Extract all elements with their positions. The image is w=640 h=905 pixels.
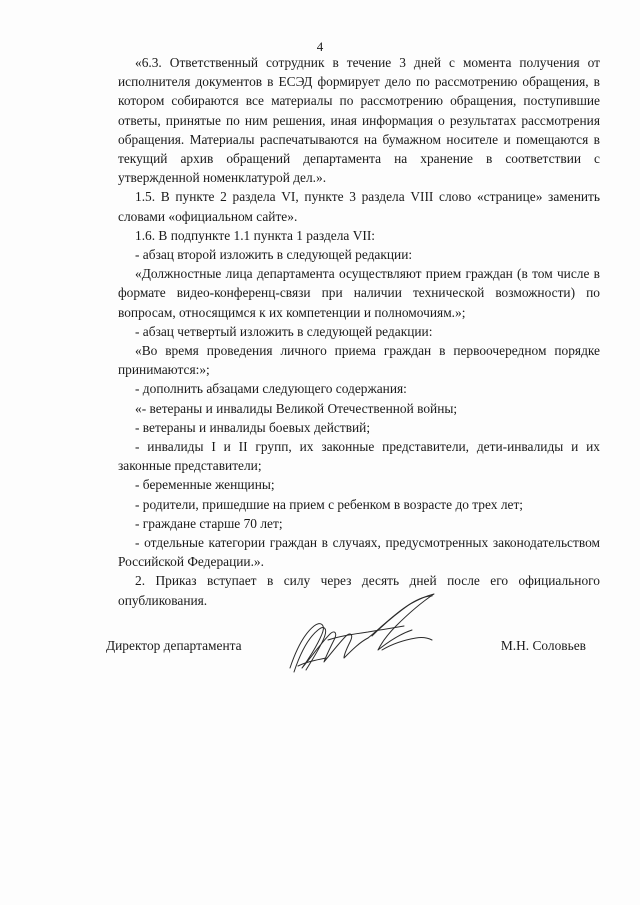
paragraph-add-abzacs-instruction: - дополнить абзацами следующего содержания:	[135, 381, 407, 397]
paragraph-effective-date: 2. Приказ вступает в силу через десять дней после его официального опубликования.	[118, 573, 600, 608]
list-item-ww2-veterans: «- ветераны и инвалиды Великой Отечественной войны;	[135, 400, 458, 416]
list-item-disabled-groups: - инвалиды I и II групп, их законные представители, дети-инвалиды и их законные представители;	[118, 439, 600, 474]
list-item-pregnant-women: - беременные женщины;	[135, 477, 275, 493]
handwritten-signature	[282, 590, 452, 685]
signatory-name: М.Н. Соловьев	[500, 638, 586, 653]
page-number: 4	[316, 39, 324, 54]
list-item-parents-with-child: - родители, пришедшие на прием с ребенком в возрасте до трех лет;	[135, 496, 524, 512]
paragraph-1-5: 1.5. В пункте 2 раздела VI, пункте 3 раздела VIII слово «странице» заменить словами «официальном сайте».	[118, 189, 600, 224]
list-item-combat-veterans: - ветераны и инвалиды боевых действий;	[135, 419, 371, 435]
signatory-position: Директор департамента	[106, 638, 242, 653]
list-item-other-categories: - отдельные категории граждан в случаях, предусмотренных законодательством Российской Федерации.».	[118, 535, 600, 570]
paragraph-1-6: 1.6. В подпункте 1.1 пункта 1 раздела VII:	[135, 227, 376, 243]
paragraph-officials-reception: «Должностные лица департамента осуществляют прием граждан (в том числе в формате видео-конференц-связи при наличии технической возможности) по вопросам, относящимся к их компетенции и полномочиям.»;	[118, 266, 600, 320]
paragraph-second-abzac-instruction: - абзац второй изложить в следующей редакции:	[135, 247, 413, 263]
paragraph-priority-reception: «Во время проведения личного приема граждан в первоочередном порядке принимаются:»;	[118, 343, 600, 378]
paragraph-fourth-abzac-instruction: - абзац четвертый изложить в следующей редакции:	[135, 323, 433, 339]
list-item-citizens-over-70: - граждане старше 70 лет;	[135, 515, 283, 531]
document-body	[118, 53, 600, 610]
paragraph-6-3: «6.3. Ответственный сотрудник в течение 3 дней с момента получения от исполнителя документов в ЕСЭД формирует дело по рассмотрению обращения, в котором собираются все материалы по рассмотрению обращения, поступившие ответы, принятые по ним решения, иная информация о результатах рассмотрения обращения. Материалы распечатываются на бумажном носителе и помещаются в текущий архив обращений департамента на хранение в соответствии с утвержденной номенклатурой дел.».	[118, 55, 600, 186]
